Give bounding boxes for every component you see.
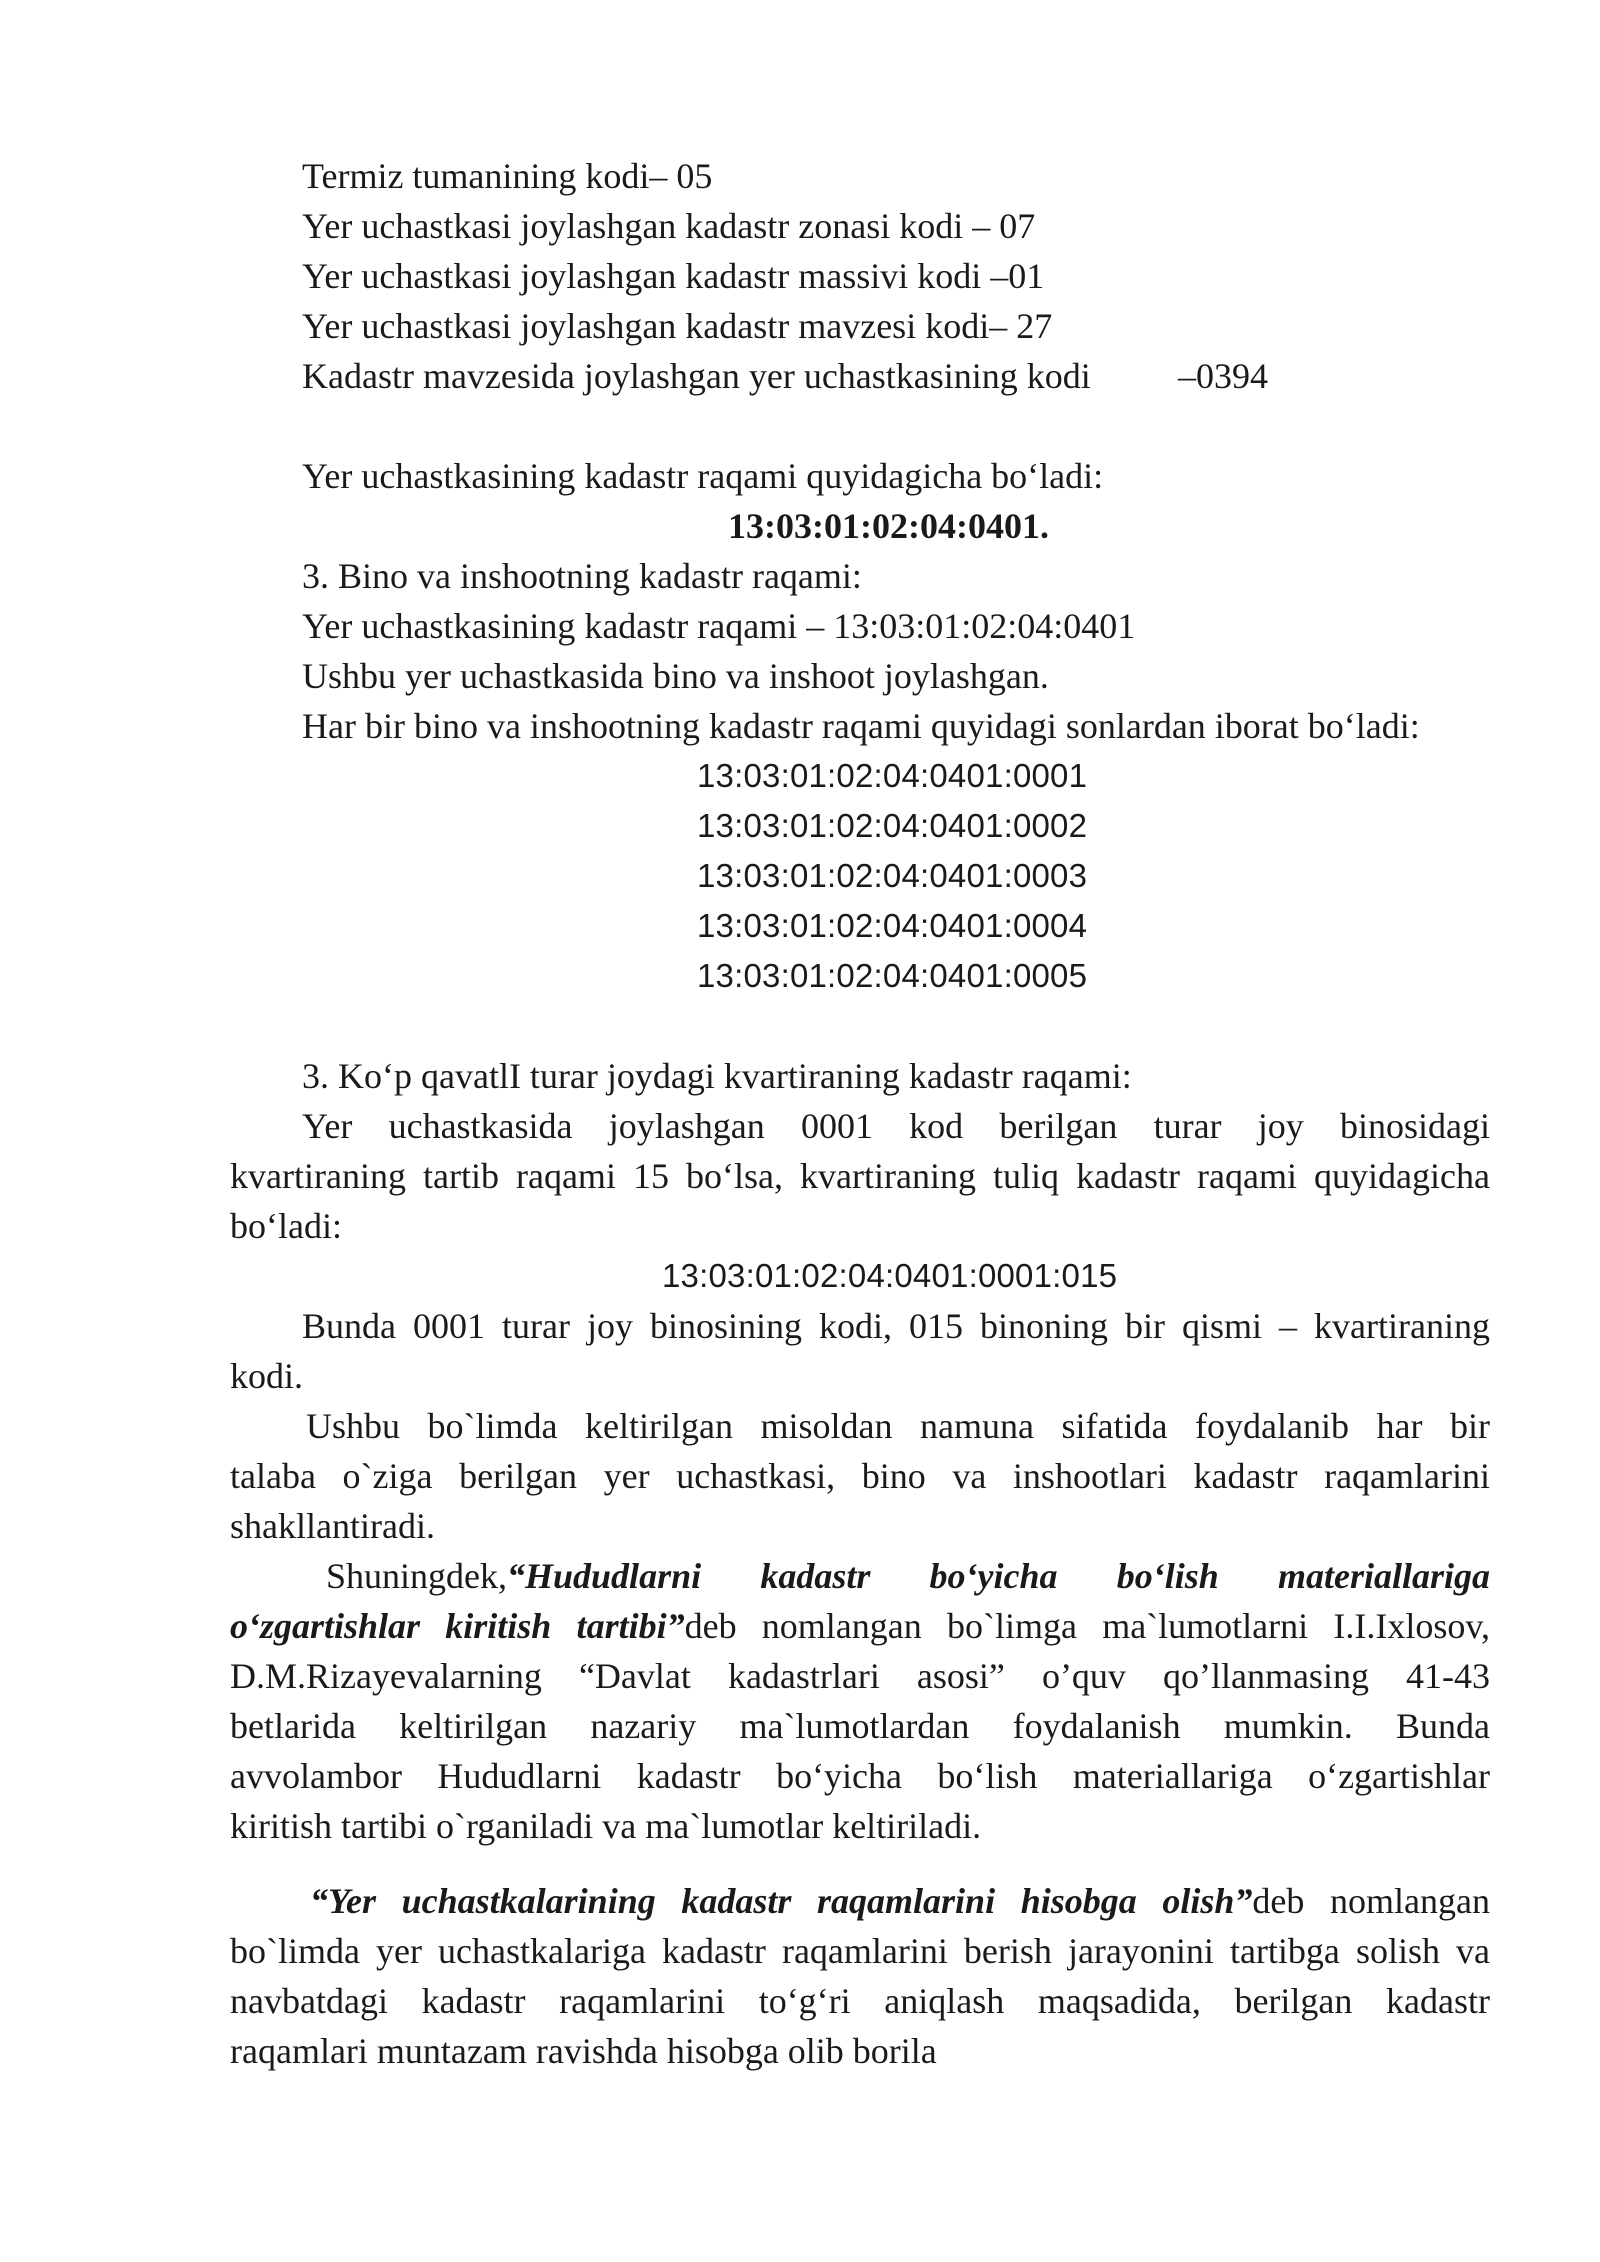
changes-paragraph-line bbox=[326, 1551, 1490, 1601]
buildings-line-1: Yer uchastkasining kadastr raqami – 13:03:01:02:04:0401 bbox=[302, 606, 1136, 646]
changes-paragraph-line: betlarida keltirilgan nazariy ma`lumotlardan foydalanish mumkin. Bunda bbox=[230, 1706, 1490, 1746]
instruction-line: talaba o`ziga berilgan yer uchastkasi, bino va inshootlari kadastr raqamlarini bbox=[230, 1456, 1490, 1496]
registration-title: “Yer uchastkalarining kadastr raqamlarini hisobga olish” bbox=[310, 1881, 1253, 1921]
buildings-heading: 3. Bino va inshootning kadastr raqami: bbox=[302, 556, 862, 596]
building-number: 13:03:01:02:04:0401:0002 bbox=[697, 807, 1088, 844]
building-number: 13:03:01:02:04:0401:0003 bbox=[697, 857, 1088, 894]
plot-code-value: –0394 bbox=[1178, 356, 1268, 396]
apartment-paragraph-line: kvartiraning tartib raqami 15 bo‘lsa, kvartiraning tuliq kadastr raqami quyidagicha bbox=[230, 1156, 1490, 1196]
registration-paragraph-line: bo`limda yer uchastkalariga kadastr raqamlarini berish jarayonini tartibga solish va bbox=[230, 1931, 1490, 1971]
registration-text: deb nomlangan bbox=[1252, 1881, 1490, 1921]
apartment-note-line: Bunda 0001 turar joy binosining kodi, 015 binoning bir qismi – kvartiraning bbox=[302, 1306, 1490, 1346]
changes-prefix: Shuningdek, bbox=[326, 1556, 508, 1596]
mavze-code-line: Yer uchastkasi joylashgan kadastr mavzesi kodi– 27 bbox=[302, 306, 1053, 346]
massif-code-line: Yer uchastkasi joylashgan kadastr massivi kodi –01 bbox=[302, 256, 1045, 296]
land-cadastral-number: 13:03:01:02:04:0401. bbox=[728, 506, 1049, 546]
changes-title: o‘zgartishlar kiritish tartibi” bbox=[230, 1606, 685, 1646]
changes-paragraph-line: D.M.Rizayevalarning “Davlat kadastrlari asosi” o’quv qo’llanmasing 41-43 bbox=[230, 1656, 1490, 1696]
building-number: 13:03:01:02:04:0401:0001 bbox=[697, 757, 1088, 794]
apartment-paragraph-line: Yer uchastkasida joylashgan 0001 kod berilgan turar joy binosidagi bbox=[302, 1106, 1490, 1146]
registration-paragraph-line: raqamlari muntazam ravishda hisobga olib borila bbox=[230, 2031, 937, 2071]
changes-text: deb nomlangan bo`limga ma`lumotlarni I.I.Ixlosov, bbox=[684, 1606, 1491, 1646]
changes-paragraph-line bbox=[230, 1601, 1490, 1651]
apartment-heading: 3. Ko‘p qavatlI turar joydagi kvartiraning kadastr raqami: bbox=[302, 1056, 1132, 1096]
buildings-line-3: Har bir bino va inshootning kadastr raqami quyidagi sonlardan iborat bo‘ladi: bbox=[302, 706, 1420, 746]
apartment-cadastral-number: 13:03:01:02:04:0401:0001:015 bbox=[662, 1257, 1118, 1294]
instruction-line: shakllantiradi. bbox=[230, 1506, 435, 1546]
district-code-line: Termiz tumanining kodi– 05 bbox=[302, 156, 713, 196]
changes-paragraph-line: avvolambor Hududlarni kadastr bo‘yicha bo‘lish materiallariga o‘zgartishlar bbox=[230, 1756, 1490, 1796]
registration-paragraph-line bbox=[310, 1876, 1490, 1926]
apartment-note-line: kodi. bbox=[230, 1356, 304, 1396]
buildings-line-2: Ushbu yer uchastkasida bino va inshoot joylashgan. bbox=[302, 656, 1049, 696]
zone-code-line: Yer uchastkasi joylashgan kadastr zonasi kodi – 07 bbox=[302, 206, 1036, 246]
land-number-intro: Yer uchastkasining kadastr raqami quyidagicha bo‘ladi: bbox=[302, 456, 1104, 496]
apartment-paragraph-line: bo‘ladi: bbox=[230, 1206, 342, 1246]
building-number: 13:03:01:02:04:0401:0005 bbox=[697, 957, 1088, 994]
registration-paragraph-line: navbatdagi kadastr raqamlarini to‘g‘ri aniqlash maqsadida, berilgan kadastr bbox=[230, 1981, 1490, 2021]
building-number: 13:03:01:02:04:0401:0004 bbox=[697, 907, 1088, 944]
instruction-line: Ushbu bo`limda keltirilgan misoldan namuna sifatida foydalanib har bir bbox=[306, 1406, 1490, 1446]
plot-code-label: Kadastr mavzesida joylashgan yer uchastkasining kodi bbox=[302, 356, 1091, 396]
changes-paragraph-line: kiritish tartibi o`rganiladi va ma`lumotlar keltiriladi. bbox=[230, 1806, 982, 1846]
changes-title: “Hududlarni kadastr bo‘yicha bo‘lish materiallariga bbox=[507, 1556, 1490, 1596]
